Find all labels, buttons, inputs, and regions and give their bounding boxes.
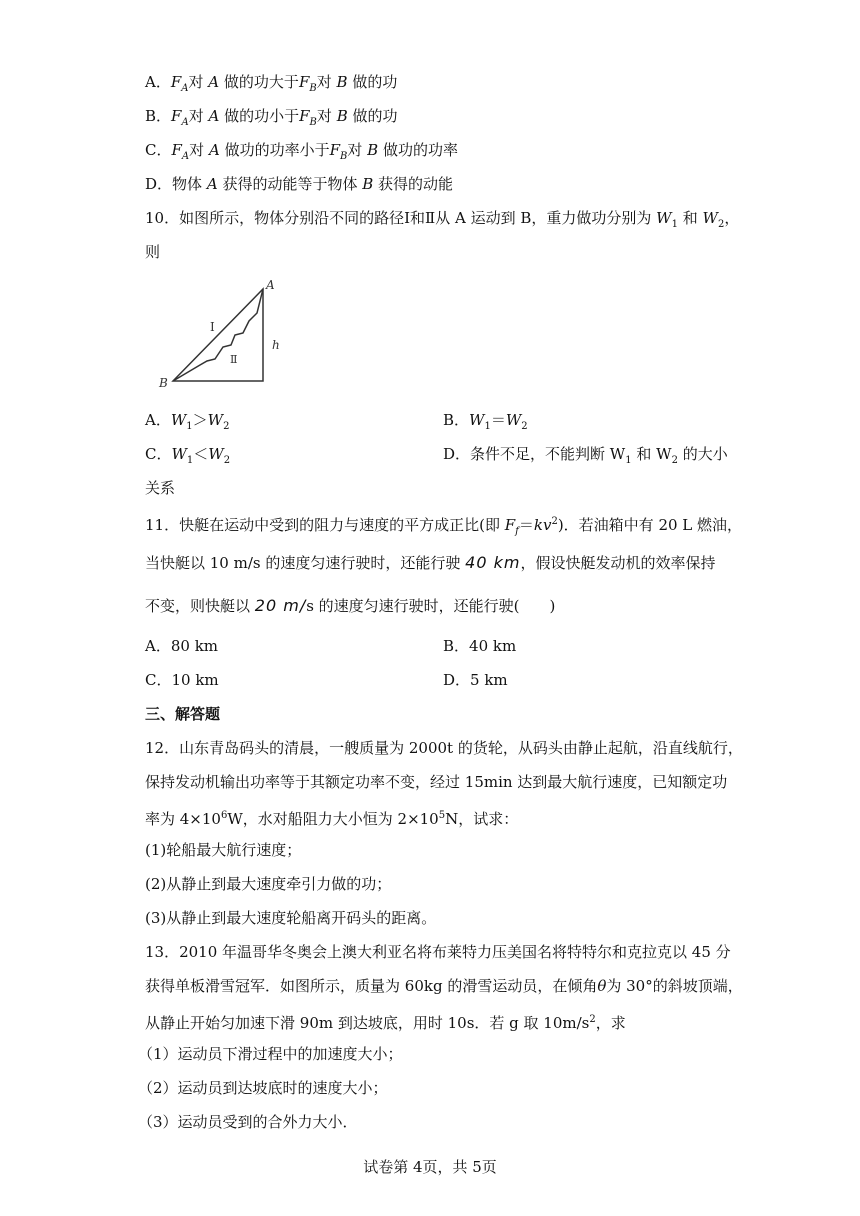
q10-stem-line2: 则 xyxy=(145,243,161,261)
q12-stem-line2: 保持发动机输出功率等于其额定功率不变，经过 15min 达到最大航行速度，已知额定功 xyxy=(145,773,728,791)
q13-stem-line3: 从静止开始匀加速下滑 90m 到达坡底，用时 10s．若 g 取 $10m/s^2$，求 xyxy=(145,1014,626,1032)
q13-sub2: （2）运动员到达坡底时的速度大小； xyxy=(138,1079,388,1097)
q11-option-c: C．10 km xyxy=(145,671,219,689)
section-heading: 三、解答题 xyxy=(145,705,221,723)
label-a: A xyxy=(266,278,275,292)
q9-option-a: A．$F_A$对 A 做的功大于$F_B$对 B 做的功 xyxy=(145,73,398,94)
q10-option-c: C．$W_1<W_2$ xyxy=(145,445,231,466)
q13-sub1: （1）运动员下滑过程中的加速度大小； xyxy=(138,1045,403,1063)
q12-stem-line1: 12．山东青岛码头的清晨，一艘质量为 2000t 的货轮，从码头由静止起航，沿直线航行， xyxy=(145,739,743,757)
q9-option-c: C．$F_A$对 A 做功的功率小于$F_B$对 B 做功的功率 xyxy=(145,141,458,162)
q13-stem-line1: 13．2010 年温哥华冬奥会上澳大利亚名将布莱特力压美国名将特特尔和克拉克以 45 分 xyxy=(145,943,731,961)
label-path-ii: Ⅱ xyxy=(230,353,238,366)
q11-stem-line3: 不变，则快艇以 20 m/s 的速度匀速行驶时，还能行驶( ) xyxy=(145,596,556,615)
q11-stem-line2: 当快艇以 10 m/s 的速度匀速行驶时，还能行驶 40 km，假设快艇发动机的效率保持 xyxy=(145,553,716,572)
label-path-i: Ⅰ xyxy=(210,320,215,334)
q13-sub3: （3）运动员受到的合外力大小． xyxy=(138,1113,358,1131)
q11-option-a: A．80 km xyxy=(145,637,219,655)
q9-option-b: B．$F_A$对 A 做的功小于$F_B$对 B 做的功 xyxy=(145,107,398,128)
q10-stem-line1: 10．如图所示，物体分别沿不同的路径Ⅰ和Ⅱ从 A 运动到 B，重力做功分别为 $W_1$ 和 $W_2$， xyxy=(145,209,740,230)
q10-option-d-continued: 关系 xyxy=(145,479,176,497)
q9-option-d: D．物体 A 获得的动能等于物体 B 获得的动能 xyxy=(145,175,454,193)
q12-sub2: (2)从静止到最大速度牵引力做的功； xyxy=(145,875,392,893)
page-footer: 试卷第 4页，共 5页 xyxy=(363,1158,497,1176)
label-h: h xyxy=(272,338,280,352)
q12-sub1: (1)轮船最大航行速度； xyxy=(145,841,302,859)
q11-option-b: B．40 km xyxy=(443,637,517,655)
label-b: B xyxy=(159,376,168,390)
triangle-outline xyxy=(173,289,263,381)
q11-option-d: D．5 km xyxy=(443,671,508,689)
q12-sub3: (3)从静止到最大速度轮船离开码头的距离。 xyxy=(145,909,437,927)
q12-stem-line3: 率为 $4\times 10^6W$，水对船阻力大小恒为 $2\times 10^5N$，试求： xyxy=(145,810,519,828)
q10-figure xyxy=(145,275,285,390)
q13-stem-line2: 获得单板滑雪冠军．如图所示，质量为 60kg 的滑雪运动员，在倾角θ为 30°的斜坡顶端， xyxy=(145,977,743,995)
q10-option-a: A．$W_1>W_2$ xyxy=(145,411,230,432)
q11-stem-line1: 11．快艇在运动中受到的阻力与速度的平方成正比(即 $F_f=kv^2$)．若油箱中有 20 L 燃油， xyxy=(145,516,743,537)
q10-option-d: D．条件不足，不能判断 $W_1$ 和 $W_2$ 的大小 xyxy=(443,445,728,466)
q10-option-b: B．$W_1=W_2$ xyxy=(443,411,528,432)
